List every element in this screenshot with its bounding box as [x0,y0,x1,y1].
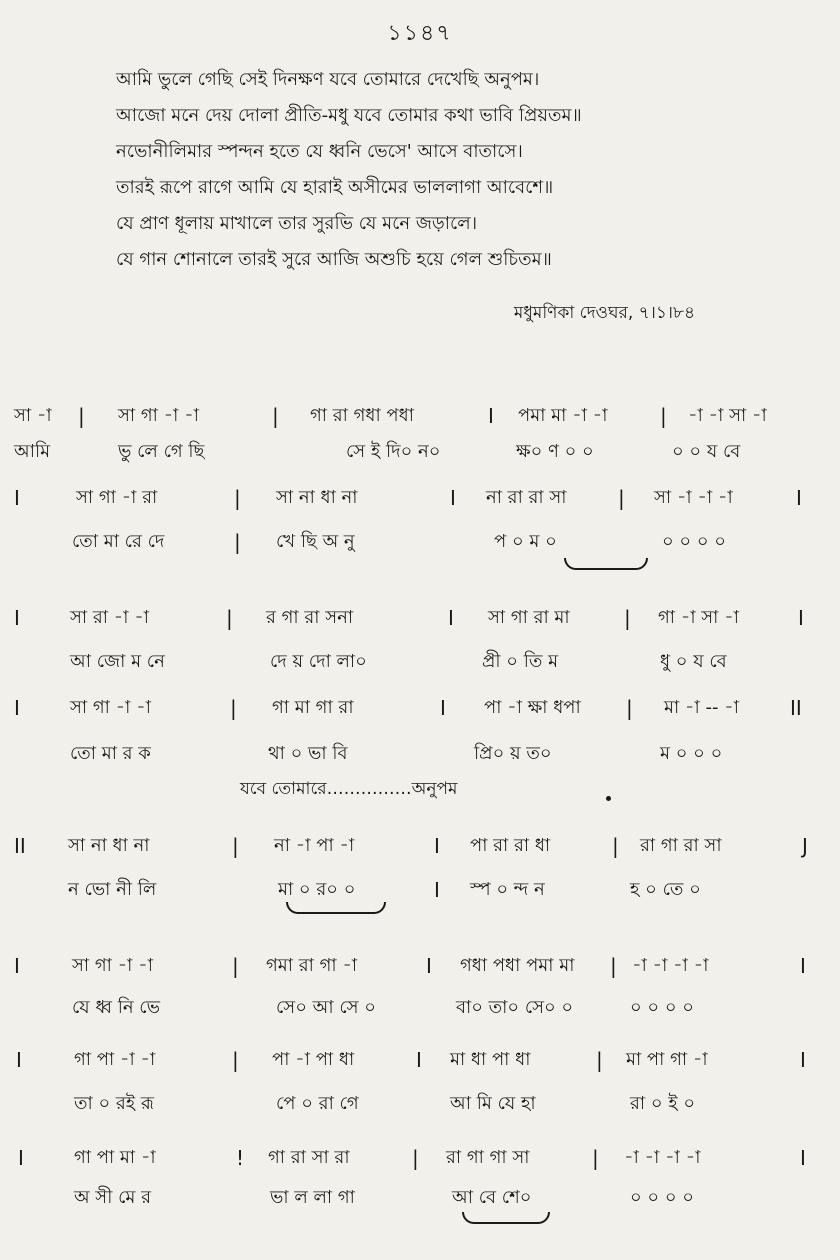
notation-row [0,692,840,724]
notation-row [0,602,840,634]
slur-mark [286,902,386,914]
bar-line: I [448,606,454,630]
bar-line: I [800,1048,806,1072]
bar-line: I [416,1048,422,1072]
lyric-cell: আমি [14,441,51,462]
bar-line: I [16,1048,22,1072]
bar-line: I [450,486,456,510]
bar-line: I [14,696,20,720]
bar-line: I [426,954,432,978]
bar-line: I [14,486,20,510]
bar-line: | [232,834,239,858]
bar-line: II [790,696,802,720]
lyric-cell: পে ০ রা গে [276,1093,359,1114]
note-cell: মা পা গা -া [626,1049,708,1070]
note-cell: সা রা -া -া [70,607,150,628]
bar-line: I [440,696,446,720]
lyric-cell: আ মি যে হা [450,1093,536,1114]
notation-row [0,1142,840,1174]
note-cell: গা মা গা রা [272,697,354,718]
note-cell: গা রা গধা পধা [310,405,414,426]
note-cell: সা গা -া -া [70,697,151,718]
notation-row [0,482,840,514]
lyric-row [0,738,840,770]
lyric-row [0,646,840,678]
note-cell: -া -া -া -া [632,955,709,976]
bar-line: | [660,404,667,428]
lyric-cell: ভা ল লা গা [270,1187,355,1208]
lyric-cell: যে ধ্ব নি ভে [72,997,161,1018]
note-cell: গা পা -া -া [74,1049,156,1070]
lyric-cell: ক্ষ০ ণ ০ ০ [516,441,594,462]
note-cell: না রা রা সা [486,487,567,508]
note-cell: সা না ধা না [68,835,150,856]
lyric-row [0,1088,840,1120]
signature: মধুমণিকা দেওঘর, ৭।১।৮৪ [513,303,695,323]
lyric-cell: আ জো ম নে [70,651,165,672]
note-cell: গা রা সা রা [268,1147,350,1168]
bar-line: | [226,606,233,630]
poem [116,62,816,278]
bar-line: I [488,404,494,428]
lyric-cell: ০ ০ ০ ০ [630,997,694,1018]
poem-line: আমি ভুলে গেছি সেই দিনক্ষণ যবে তোমারে দেখেছি অনুপম। [116,69,540,90]
lyric-cell: বা০ তা০ সে০ ০ [456,997,574,1018]
bar-line: | [78,404,85,428]
lyric-cell: ভু লে গে ছি [118,441,205,462]
note-cell: সা গা -া -া [72,955,153,976]
lyric-cell: সে০ আ সে ০ [276,997,376,1018]
lyric-cell: খে ছি অ নু [276,531,355,552]
notation-row [0,1044,840,1076]
poem-line: আজো মনে দেয় দোলা প্রীতি-মধু যবে তোমার কথা ভাবি প্রিয়তম॥ [116,105,582,126]
lyric-cell: ন ভো নী লি [68,879,157,900]
lyric-cell: ০ ০ ০ ০ [630,1187,694,1208]
note-cell: না -া পা -া [274,835,355,856]
note-cell: সা গা রা মা [488,607,570,628]
note-cell: রা গা রা সা [640,835,722,856]
lyric-cell: সে ই দি০ ন০ [346,441,441,462]
lyric-row [0,992,840,1024]
note-cell: সা গা -া -া [118,405,199,426]
bar-line: J [802,834,808,858]
bar-line: I [796,486,802,510]
bar-line: I [14,606,20,630]
lyric-cell: ম ০ ০ ০ [660,743,723,764]
poem-line: যে গান শোনালে তারই সুরে আজি অশুচি হয়ে গেল শুচিতম॥ [116,249,552,270]
note-cell: মা ধা পা ধা [450,1049,531,1070]
page-number: ১১৪৭ [387,21,453,46]
note-cell: সা -া -া -া [654,487,733,508]
lyric-cell: হ ০ তে ০ [630,879,701,900]
lyric-cell: তো মা র ক [70,743,151,764]
bar-line: | [596,1048,603,1072]
note-cell: পা -া পা ধা [272,1049,355,1070]
bar-line: II [14,834,26,858]
lyric-cell: আ বে শে০ [452,1187,532,1208]
bar-line: | [232,954,239,978]
bar-line: | [234,530,241,554]
lyric-row [0,1182,840,1214]
lyric-cell: ধু ০ য বে [660,651,727,672]
bar-line: | [272,404,279,428]
slur-mark [462,1212,550,1224]
note-cell: পা রা রা ধা [470,835,551,856]
lyric-cell: মা ০ র০ ০ [278,879,356,900]
bar-line: I [434,834,440,858]
note-cell: সা গা -া রা [76,487,158,508]
note-cell: রা গা গা সা [446,1147,530,1168]
bar-line: I [798,606,804,630]
lyric-cell: অ সী মে র [74,1187,151,1208]
note-cell: পা -া ক্ষা ধপা [484,697,581,718]
lyric-cell: প ০ ম ০ [494,531,557,552]
bar-line: I [434,878,440,902]
lyric-cell: স্প ০ ন্দ ন [470,879,545,900]
bar-line: I [800,1146,806,1170]
lyric-cell: তা ০ রই রূ [74,1093,154,1114]
bar-line: | [234,486,241,510]
bar-line: I [14,954,20,978]
note-cell: -া -া -া -া [624,1147,701,1168]
lyric-row [0,874,840,906]
lyric-cell: দে য় দো লা০ [270,651,367,672]
bar-line: I [18,1146,24,1170]
note-cell: পমা মা -া -া [518,405,608,426]
note-cell: মা -া -- -া [664,697,740,718]
note-cell: র গা রা সনা [266,607,354,628]
notation-row [0,400,840,432]
note-cell: গা -া সা -া [658,607,739,628]
lyric-cell: ০ ০ ০ ০ [662,531,726,552]
bar-line: | [412,1146,419,1170]
lyric-row [0,526,840,558]
lyric-cell: প্রি০ য় ত০ [474,743,552,764]
lyric-cell: প্রী ০ তি ম [482,651,559,672]
poem-line: যে প্রাণ ধূলায় মাখালে তার সুরভি যে মনে জড়ালে। [116,213,478,234]
slur-mark [564,558,648,570]
notation-row [0,830,840,862]
note-cell: গা পা মা -া [74,1147,156,1168]
poem-line: তারই রূপে রাগে আমি যে হারাই অসীমের ভাললাগা আবেশে॥ [116,177,554,198]
bar-line: I [800,954,806,978]
poem-line: নভোনীলিমার স্পন্দন হতে যে ধ্বনি ভেসে' আসে বাতাসে। [116,141,523,162]
bar-line: | [624,606,631,630]
bar-line: | [626,696,633,720]
note-cell: -া -া সা -া [688,405,767,426]
bar-line: ! [236,1146,245,1170]
dot-mark [606,796,611,801]
caption: যবে তোমারে……………অনুপম [240,779,458,799]
bar-line: | [232,1048,239,1072]
bar-line: | [612,834,619,858]
bar-line: | [592,1146,599,1170]
note-cell: সা -া [14,405,52,426]
note-cell: গমা রা গা -া [266,955,358,976]
bar-line: | [230,696,237,720]
lyric-cell: রা ০ ই ০ [630,1093,696,1114]
lyric-cell: তো মা রে দে [72,531,165,552]
bar-line: | [618,486,625,510]
lyric-cell: ০ ০ য বে [672,441,741,462]
lyric-row [0,436,840,468]
lyric-cell: থা ০ ভা বি [268,743,348,764]
note-cell: গধা পধা পমা মা [460,955,575,976]
note-cell: সা না ধা না [276,487,358,508]
bar-line: | [610,954,617,978]
notation-row [0,950,840,982]
